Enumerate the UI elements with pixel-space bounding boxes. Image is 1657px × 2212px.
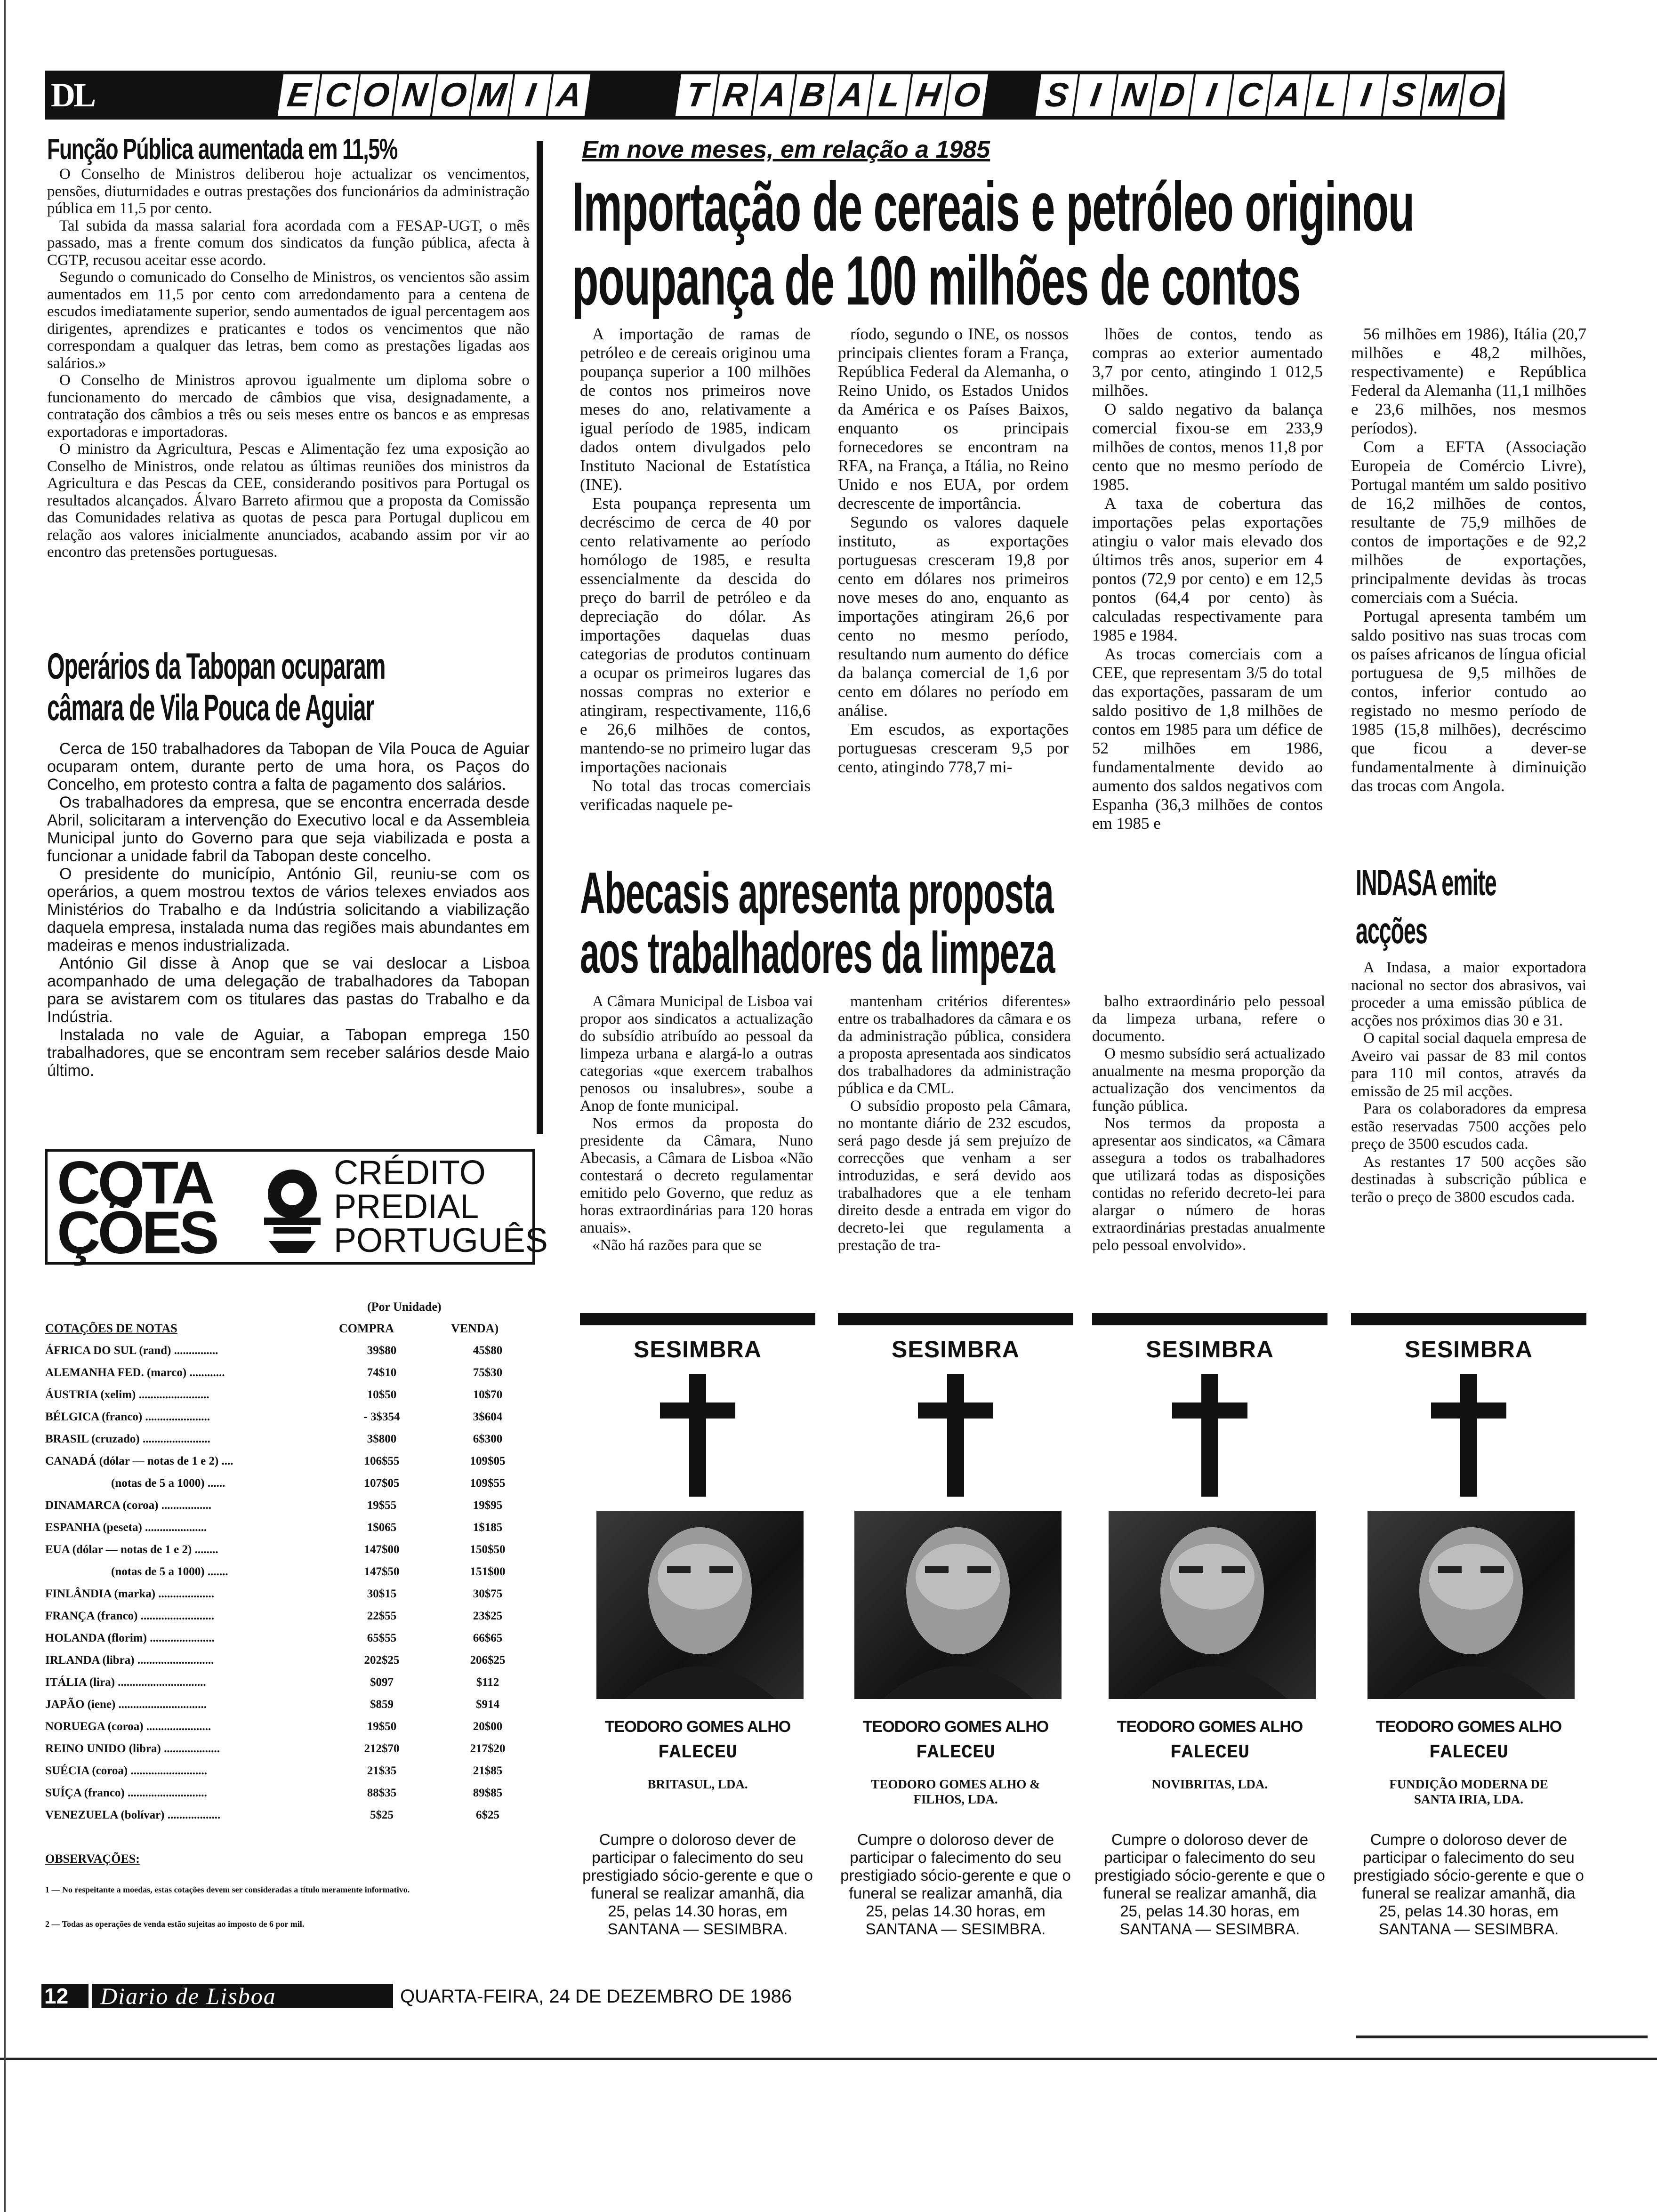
sell-rate: 21$85	[473, 1764, 503, 1777]
buy-rate: $859	[370, 1698, 394, 1711]
masthead-letter: O	[355, 74, 397, 116]
sell-rate: 151$00	[470, 1565, 506, 1578]
paragraph: As trocas comerciais com a CEE, que representam 3/5 do total das exportações, passaram de um saldo positivo de 1,8 milhões de contos em 1985 para um défice de 52 milhões em 1986, fundamentalmente devido ao aumento dos saldos negativos com Espanha (36,3 milhões de contos em 1985 e	[1092, 645, 1323, 833]
currency-name: BRASIL (cruzado) .......................	[45, 1433, 210, 1445]
obituary-status: FALECEU	[1429, 1742, 1509, 1763]
buy-rate: 39$80	[367, 1344, 397, 1357]
obituary-notice	[580, 1313, 815, 1958]
article-abecasis-col1	[580, 993, 813, 1254]
page-number: 12	[44, 1984, 69, 2008]
paragraph: O Conselho de Ministros deliberou hoje actualizar os vencimentos, pensões, diuturnidades e outras prestações dos funcionários da administração pública em 11,5 por cento.	[47, 166, 530, 217]
masthead-letter: N	[394, 74, 436, 116]
paragraph: No total das trocas comerciais verificadas naquele pe-	[580, 777, 811, 814]
table-row	[45, 1654, 535, 1672]
currency-name: JAPÃO (iene) ..............................	[45, 1698, 207, 1711]
masthead-letter: I	[509, 74, 552, 116]
sell-rate: 45$80	[473, 1344, 503, 1357]
currency-name: EUA (dólar — notas de 1 e 2) ........	[45, 1543, 218, 1556]
obituary-notice	[1092, 1313, 1327, 1958]
obituary-message: Cumpre o doloroso dever de participar o falecimento do seu prestigiado sócio-gerente e que o funeral se realizar amanhã, dia 25, pelas 14.30 horas, em SANTANA — SESIMBRA.	[1094, 1831, 1325, 1938]
section-label-economia	[281, 74, 589, 116]
buy-rate: 10$50	[367, 1388, 397, 1401]
paragraph: O subsídio proposto pela Câmara, no montante diário de 232 escudos, será pago desde já sem prejuízo de correcções que venham a ser introduzidas, e será devido aos trabalhadores que a ele tenham direito desde a entrada em vigor do decreto-lei que regulamenta a prestação de tra-	[838, 1098, 1071, 1254]
table-row	[45, 1764, 535, 1782]
buy-rate: 21$35	[367, 1764, 397, 1777]
masthead-letter: A	[1267, 74, 1310, 116]
masthead-letter: A	[548, 74, 590, 116]
paragraph: ríodo, segundo o INE, os nossos principais clientes foram a França, República Federal da Alemanha, o Reino Unido, os Estados Unidos da América e os Países Baixos, enquanto os principais fornecedores se encontram na RFA, na França, a Itália, no Reino Unido e nos EUA, por ordem decrescente de importância.	[838, 325, 1069, 513]
issue-date: QUARTA-FEIRA, 24 DE DEZEMBRO DE 1986	[400, 1986, 792, 2007]
cotacoes-col-buy: COMPRA	[339, 1322, 394, 1335]
section-masthead	[45, 71, 1504, 120]
masthead-letter: I	[1190, 74, 1232, 116]
currency-name: VENEZUELA (bolívar) ..................	[45, 1809, 221, 1821]
firm-name: NOVIBRITAS, LDA.	[1151, 1777, 1268, 1791]
sell-rate: 150$50	[470, 1543, 506, 1556]
table-row	[45, 1388, 535, 1406]
buy-rate: 107$05	[364, 1477, 400, 1490]
sell-rate: 109$55	[470, 1477, 506, 1490]
obituary-notice	[838, 1313, 1073, 1958]
sell-rate: 89$85	[473, 1787, 503, 1799]
paragraph: Instalada no vale de Aguiar, a Tabopan emprega 150 trabalhadores, que se encontram sem receber salários desde Maio último.	[47, 1026, 530, 1080]
buy-rate: 202$25	[364, 1654, 400, 1667]
paragraph: lhões de contos, tendo as compras ao exterior aumentado 3,7 por cento, atingindo 1 012,5 milhões.	[1092, 325, 1323, 400]
table-row	[45, 1565, 535, 1583]
sell-rate: 1$185	[473, 1521, 503, 1534]
obituary-message: Cumpre o doloroso dever de participar o falecimento do seu prestigiado sócio-gerente e que o funeral se realizar amanhã, dia 25, pelas 14.30 horas, em SANTANA — SESIMBRA.	[582, 1831, 813, 1938]
table-row	[45, 1477, 535, 1495]
currency-name: SUÉCIA (coroa) ..........................	[45, 1764, 207, 1777]
paragraph: «Não há razões para que se	[592, 1237, 762, 1254]
table-row	[45, 1676, 535, 1694]
paragraph: As restantes 17 500 acções são destinadas à subscrição pública e terão o preço de 3800 escudos cada.	[1351, 1153, 1586, 1206]
paragraph: A importação de ramas de petróleo e de cereais originou uma poupança superior a 100 milhões de contos nos primeiros nove meses do ano, relativamente a igual período de 1985, indicam dados ontem divulgados pelo Instituto Nacional de Estatística (INE).	[580, 325, 811, 494]
paragraph: Os trabalhadores da empresa, que se encontra encerrada desde Abril, solicitaram a intervenção do Executivo local e da Assembleia Municipal junto do Governo para que seja viabilizada e posta a funcionar a unidade fabril da Tabopan deste concelho.	[47, 793, 530, 865]
credito-predial-logo-icon	[255, 1161, 330, 1255]
currency-name: ITÁLIA (lira) ..............................	[45, 1676, 206, 1689]
buy-rate: 1$065	[367, 1521, 397, 1534]
table-row	[45, 1698, 535, 1716]
paragraph: Cerca de 150 trabalhadores da Tabopan de Vila Pouca de Aguiar ocuparam ontem, durante perto de uma hora, os Paços do Concelho, em protesto contra a falta de pagamento dos salários.	[47, 740, 530, 793]
article-abecasis-col3	[1092, 993, 1325, 1254]
cotacoes-banner	[45, 1149, 548, 1266]
page-number-box	[41, 1984, 88, 2008]
table-row	[45, 1787, 535, 1804]
firm-name: FUNDIÇÃO MODERNA DE SANTA IRIA, LDA.	[1389, 1777, 1548, 1806]
currency-name: (notas de 5 a 1000) ......	[111, 1477, 225, 1490]
table-row	[45, 1455, 535, 1473]
masthead-letter: C	[1229, 74, 1271, 116]
sell-rate: 3$604	[473, 1411, 503, 1423]
headline-funcao-publica: Função Pública aumentada em 11,5%	[47, 133, 397, 166]
sell-rate: $112	[476, 1676, 499, 1689]
paragraph: balho extraordinário pelo pessoal da limpeza urbana, refere o documento.	[1092, 993, 1325, 1045]
obituary-message: Cumpre o doloroso dever de participar o falecimento do seu prestigiado sócio-gerente e que o funeral se realizar amanhã, dia 25, pelas 14.30 horas, em SANTANA — SESIMBRA.	[840, 1831, 1071, 1938]
scan-left-edge	[4, 0, 6, 2212]
paragraph: A Indasa, a maior exportadora nacional no sector dos abrasivos, vai proceder a uma emissão pública de acções nos próximos dias 30 e 31.	[1351, 959, 1586, 1029]
obituary-status: FALECEU	[916, 1742, 996, 1763]
masthead-letter: O	[1460, 74, 1503, 116]
table-row	[45, 1499, 535, 1517]
masthead-letter: L	[1306, 74, 1348, 116]
paper-name-box	[92, 1984, 393, 2008]
currency-name: CANADÁ (dólar — notas de 1 e 2) ....	[45, 1455, 233, 1467]
paragraph: Portugal apresenta também um saldo positivo nas suas trocas com os países africanos de língua oficial portuguesa de 9,5 milhões de contos, inferior contudo ao registado no mesmo período de 1985 (15,8 milhões), decréscimo que ficou a dever-se fundamentalmente à diminuição das trocas com Angola.	[1351, 607, 1586, 795]
paragraph: Segundo os valores daquele instituto, as exportações portuguesas cresceram 19,8 por cento em dólares nos primeiros nove meses do ano, enquanto as importações atingiram 26,6 por cento no mesmo período, resultando num aumento do défice da balança comercial de 1,6 por cento em dólares no período em análise.	[838, 513, 1069, 720]
article-importacao-col3	[1092, 325, 1323, 833]
deceased-name: TEODORO GOMES ALHO	[604, 1718, 791, 1736]
table-row	[45, 1366, 535, 1384]
buy-rate: 212$70	[364, 1742, 400, 1755]
table-row	[45, 1344, 535, 1362]
sell-rate: 217$20	[470, 1742, 506, 1755]
section-label-trabalho	[678, 74, 987, 116]
paragraph: O capital social daquela empresa de Aveiro vai passar de 83 mil contos para 110 mil contos, através da emissão de 25 mil acções.	[1351, 1030, 1586, 1100]
firm-name: TEODORO GOMES ALHO & FILHOS, LDA.	[871, 1777, 1040, 1806]
masthead-letter: T	[676, 74, 718, 116]
table-row	[45, 1720, 535, 1738]
paragraph: O mesmo subsídio será actualizado anualmente na mesma proporção da actualização dos vencimentos da função pública.	[1092, 1045, 1325, 1114]
sell-rate: 75$30	[473, 1366, 503, 1379]
paragraph: Tal subida da massa salarial fora acordada com a FESAP-UGT, o mês passado, mas a frente comum dos sindicatos da função pública, afecta à CGTP, recusou aceitar esse acordo.	[47, 217, 530, 269]
currency-name: DINAMARCA (coroa) .................	[45, 1499, 211, 1512]
deceased-name: TEODORO GOMES ALHO	[862, 1718, 1049, 1736]
buy-rate: 88$35	[367, 1787, 397, 1799]
buy-rate: 65$55	[367, 1632, 397, 1644]
currency-name: (notas de 5 a 1000) .......	[111, 1565, 228, 1578]
buy-rate: 19$55	[367, 1499, 397, 1512]
deceased-name: TEODORO GOMES ALHO	[1375, 1718, 1562, 1736]
buy-rate: 147$50	[364, 1565, 400, 1578]
headline-indasa-1: INDASA emite	[1356, 862, 1496, 903]
kicker-importacao: Em nove meses, em relação a 1985	[582, 136, 990, 163]
currency-name: ÁFRICA DO SUL (rand) ...............	[45, 1344, 218, 1357]
masthead-letter: M	[1422, 74, 1464, 116]
cross-icon	[1172, 1374, 1247, 1497]
page-bottom-rule-right	[1356, 2036, 1648, 2038]
obituary-message: Cumpre o doloroso dever de participar o falecimento do seu prestigiado sócio-gerente e que o funeral se realizar amanhã, dia 25, pelas 14.30 horas, em SANTANA — SESIMBRA.	[1353, 1831, 1584, 1938]
cross-icon	[918, 1374, 993, 1497]
bank-name-2: PREDIAL	[334, 1188, 479, 1226]
masthead-logo: DL	[51, 76, 95, 114]
deceased-name: TEODORO GOMES ALHO	[1117, 1718, 1303, 1736]
obituary-place: SESIMBRA	[1405, 1336, 1533, 1362]
buy-rate: $097	[370, 1676, 394, 1689]
masthead-letter: S	[1383, 74, 1425, 116]
portrait-photo	[596, 1511, 804, 1699]
portrait-silhouette-icon	[596, 1511, 804, 1699]
masthead-letter: R	[714, 74, 756, 116]
article-abecasis-col2	[838, 993, 1071, 1254]
portrait-silhouette-icon	[854, 1511, 1062, 1699]
article-importacao-col1	[580, 325, 811, 814]
paragraph: A taxa de cobertura das importações pelas exportações atingiu o valor mais elevado dos últimos três anos, superior em 4 pontos (72,9 por cento) e em 12,5 pontos (64,4 por cento) às calculadas respectivamente para 1985 e 1984.	[1092, 494, 1323, 644]
paragraph: Nos termos da proposta a apresentar aos sindicatos, «a Câmara assegura a todos os trabalhadores que utilizará todas as disposições contidas no referido decreto-lei para alargar o número de horas extraordinárias prestadas anualmente pelo pessoal envolvido».	[1092, 1115, 1325, 1254]
cross-icon	[660, 1374, 735, 1497]
obituary-place: SESIMBRA	[1146, 1336, 1274, 1362]
paragraph: António Gil disse à Anop que se vai deslocar a Lisboa acompanhado de uma delegação de trabalhadores da Tabopan para se avistarem com os titulares das pastas do Trabalho e da Indústria.	[47, 954, 530, 1026]
buy-rate: 147$00	[364, 1543, 400, 1556]
bank-name-1: CRÉDITO	[334, 1154, 486, 1192]
buy-rate: 5$25	[370, 1809, 394, 1821]
cotacoes-unit-label: (Por Unidade)	[367, 1300, 442, 1314]
observacao-2: 2 — Todas as operações de venda estão sujeitas ao imposto de 6 por mil.	[45, 1919, 305, 1929]
masthead-letter: A	[753, 74, 795, 116]
paragraph: O Conselho de Ministros aprovou igualmente um diploma sobre o funcionamento do mercado de câmbios que visa, designadamente, a contratação dos câmbios a três ou seis meses entre os bancos e as empresas exportadoras e importadoras.	[47, 372, 530, 441]
currency-name: NORUEGA (coroa) ......................	[45, 1720, 211, 1733]
masthead-letter: H	[907, 74, 949, 116]
cotacoes-title-1: COTA	[57, 1149, 212, 1217]
headline-tabopan-2: câmara de Vila Pouca de Aguiar	[47, 687, 374, 728]
masthead-letter: I	[1074, 74, 1117, 116]
headline-tabopan-1: Operários da Tabopan ocuparam	[47, 645, 386, 687]
column-rule	[537, 141, 543, 1134]
cotacoes-col-sell: VENDA)	[451, 1322, 499, 1335]
mourning-bar	[1092, 1313, 1327, 1325]
buy-rate: - 3$354	[363, 1411, 400, 1423]
table-row	[45, 1411, 535, 1428]
buy-rate: 3$800	[367, 1433, 397, 1445]
currency-name: ALEMANHA FED. (marco) ............	[45, 1366, 225, 1379]
cotacoes-col-notes: COTAÇÕES DE NOTAS	[45, 1322, 177, 1335]
sell-rate: 10$70	[473, 1388, 503, 1401]
table-row	[45, 1610, 535, 1627]
paper-name: Diario de Lisboa	[100, 1983, 276, 2009]
sell-rate: 6$25	[476, 1809, 499, 1821]
portrait-photo	[854, 1511, 1062, 1699]
paragraph: 56 milhões em 1986), Itália (20,7 milhões e 48,2 milhões, respectivamente) e República Federal da Alemanha (11,1 milhões e 23,6 milhões, nos mesmos períodos).	[1351, 325, 1586, 437]
headline-importacao-2: poupança de 100 milhões de contos	[572, 242, 1301, 320]
sell-rate: 30$75	[473, 1587, 503, 1600]
paragraph: Com a EFTA (Associação Europeia de Comércio Livre), Portugal mantém um saldo positivo de 16,2 milhões de contos, resultante de 75,9 milhões de contos de importações e de 92,2 milhões de exportações, principalmente devidas às trocas comerciais com a Suécia.	[1351, 438, 1586, 607]
table-row	[45, 1543, 535, 1561]
obituary-place: SESIMBRA	[634, 1336, 762, 1362]
buy-rate: 30$15	[367, 1587, 397, 1600]
buy-rate: 106$55	[364, 1455, 400, 1467]
mourning-bar	[580, 1313, 815, 1325]
portrait-photo	[1367, 1511, 1575, 1699]
sell-rate: $914	[476, 1698, 499, 1711]
currency-name: REINO UNIDO (libra) ...................	[45, 1742, 220, 1755]
article-tabopan-body	[47, 740, 530, 1080]
sell-rate: 23$25	[473, 1610, 503, 1622]
sell-rate: 206$25	[470, 1654, 506, 1667]
obituary-place: SESIMBRA	[892, 1336, 1020, 1362]
sell-rate: 19$95	[473, 1499, 503, 1512]
paragraph: O ministro da Agricultura, Pescas e Alimentação fez uma exposição ao Conselho de Ministros, onde relatou as últimas reuniões dos ministros da Agricultura e das Pescas da CEE, considerando positivos para Portugal os resultados alcançados. Álvaro Barreto afirmou que a proposta da Comissão das Comunidades relativa as quotas de pesca para Portugal duplicou em relação aos valores inicialmente anunciados, acabando assim por vir ao encontro das pretensões portuguesas.	[47, 441, 530, 561]
paragraph: Nos ermos da proposta do presidente da Câmara, Nuno Abecasis, a Câmara de Lisboa «Não contestará o decreto regulamentar emitido pelo Governo, que reduz as horas extraordinárias para 120 horas anuais».	[580, 1115, 813, 1236]
paragraph: Para os colaboradores da empresa estão reservadas 7500 acções pelo preço de 3500 escudos cada.	[1351, 1100, 1586, 1153]
page-bottom-rule	[0, 2058, 1657, 2060]
currency-name: ESPANHA (peseta) .....................	[45, 1521, 207, 1534]
paragraph: Segundo o comunicado do Conselho de Ministros, os vencientos são assim aumentados em 11,5 por cento com arredondamento para a centena de escudos imediatamente superior, sendo aumentados de igual percentagem aos dirigentes, aprendizes e praticantes e todos os vencimentos que não correspondam a qualquer das letras, bem como as prestações ligadas aos salários.»	[47, 269, 530, 372]
currency-name: SUÍÇA (franco) ...........................	[45, 1787, 207, 1799]
currency-name: FRANÇA (franco) .........................	[45, 1610, 214, 1622]
article-importacao-col2	[838, 325, 1069, 777]
mourning-bar	[838, 1313, 1073, 1325]
table-row	[45, 1809, 535, 1827]
table-row	[45, 1433, 535, 1451]
currency-name: BÉLGICA (franco) ......................	[45, 1411, 210, 1423]
obituary-status: FALECEU	[658, 1742, 738, 1763]
buy-rate: 19$50	[367, 1720, 397, 1733]
cotacoes-title-2: ÇÕES	[57, 1199, 217, 1266]
masthead-letter: O	[946, 74, 988, 116]
table-row	[45, 1742, 535, 1760]
masthead-letter: B	[791, 74, 834, 116]
currency-name: IRLANDA (libra) ..........................	[45, 1654, 214, 1667]
masthead-letter: I	[1344, 74, 1387, 116]
paragraph: O saldo negativo da balança comercial fixou-se em 233,9 milhões de contos, menos 11,8 por cento que no mesmo período de 1985.	[1092, 400, 1323, 494]
obituary-notice	[1351, 1313, 1586, 1958]
headline-importacao-1: Importação de cereais e petróleo originou	[572, 168, 1414, 246]
cross-icon	[1431, 1374, 1506, 1497]
masthead-letter: S	[1036, 74, 1078, 116]
sell-rate: 66$65	[473, 1632, 503, 1644]
mourning-bar	[1351, 1313, 1586, 1325]
observacoes-title: OBSERVAÇÕES:	[45, 1852, 140, 1866]
article-funcao-body	[47, 166, 530, 561]
masthead-letter: O	[432, 74, 475, 116]
section-label-sindicalismo	[1038, 74, 1502, 116]
obituary-status: FALECEU	[1170, 1742, 1250, 1763]
paragraph: A Câmara Municipal de Lisboa vai propor aos sindicatos a actualização do subsídio atribuído ao pessoal da limpeza urbana e alargá-lo a outras categorias «que exercem trabalhos penosos ou insalubres», soube a Anop de fonte municipal.	[580, 993, 813, 1114]
buy-rate: 74$10	[367, 1366, 397, 1379]
paragraph: Esta poupança representa um decréscimo de cerca de 40 por cento relativamente ao período homólogo de 1985, e resulta essencialmente da descida do preço do barril de petróleo e da depreciação do dólar. As importações daquelas duas categorias de produtos continuam a ocupar os primeiros lugares das nossas compras no exterior e atingiram, respectivamente, 116,6 e 26,6 milhões de contos, mantendo-se no primeiro lugar das importações nacionais	[580, 494, 811, 776]
table-row	[45, 1521, 535, 1539]
article-indasa-body	[1351, 959, 1586, 1206]
masthead-letter: M	[471, 74, 513, 116]
portrait-silhouette-icon	[1367, 1511, 1575, 1699]
headline-abecasis-2: aos trabalhadores da limpeza	[580, 921, 1055, 986]
observacao-1: 1 — No respeitante a moedas, estas cotações devem ser consideradas a título meramente informativo.	[45, 1885, 410, 1894]
bank-name-3: PORTUGUÊS	[334, 1222, 548, 1259]
firm-name: BRITASUL, LDA.	[647, 1777, 748, 1791]
currency-name: FINLÂNDIA (marka) ...................	[45, 1587, 215, 1600]
paragraph: mantenham critérios diferentes» entre os trabalhadores da câmara e os da administração pública, considera a proposta apresentada aos sindicatos dos trabalhadores da administração pública e da CML.	[838, 993, 1071, 1097]
sell-rate: 20$00	[473, 1720, 503, 1733]
paragraph: Em escudos, as exportações portuguesas cresceram 9,5 por cento, atingindo 778,7 mi-	[838, 720, 1069, 776]
sell-rate: 109$05	[470, 1455, 506, 1467]
masthead-letter: E	[278, 74, 320, 116]
buy-rate: 22$55	[367, 1610, 397, 1622]
masthead-letter: C	[316, 74, 359, 116]
headline-abecasis-1: Abecasis apresenta proposta	[580, 861, 1054, 926]
masthead-letter: D	[1151, 74, 1194, 116]
masthead-letter: N	[1113, 74, 1155, 116]
headline-indasa-2: acções	[1356, 910, 1427, 951]
paragraph: O presidente do município, António Gil, reuniu-se com os operários, a quem mostrou textos de vários telexes enviados aos Ministérios do Trabalho e da Indústria solicitando a viabilização daquela empresa, instalada numa das regiões mais abundantes em madeiras e menos industrializada.	[47, 865, 530, 954]
masthead-letter: A	[830, 74, 872, 116]
article-importacao-col4	[1351, 325, 1586, 795]
currency-name: HOLANDA (florim) ......................	[45, 1632, 215, 1644]
sell-rate: 6$300	[473, 1433, 503, 1445]
portrait-photo	[1109, 1511, 1316, 1699]
portrait-silhouette-icon	[1109, 1511, 1316, 1699]
currency-name: ÁUSTRIA (xelim) ........................	[45, 1388, 209, 1401]
masthead-letter: L	[869, 74, 911, 116]
table-row	[45, 1587, 535, 1605]
table-row	[45, 1632, 535, 1650]
